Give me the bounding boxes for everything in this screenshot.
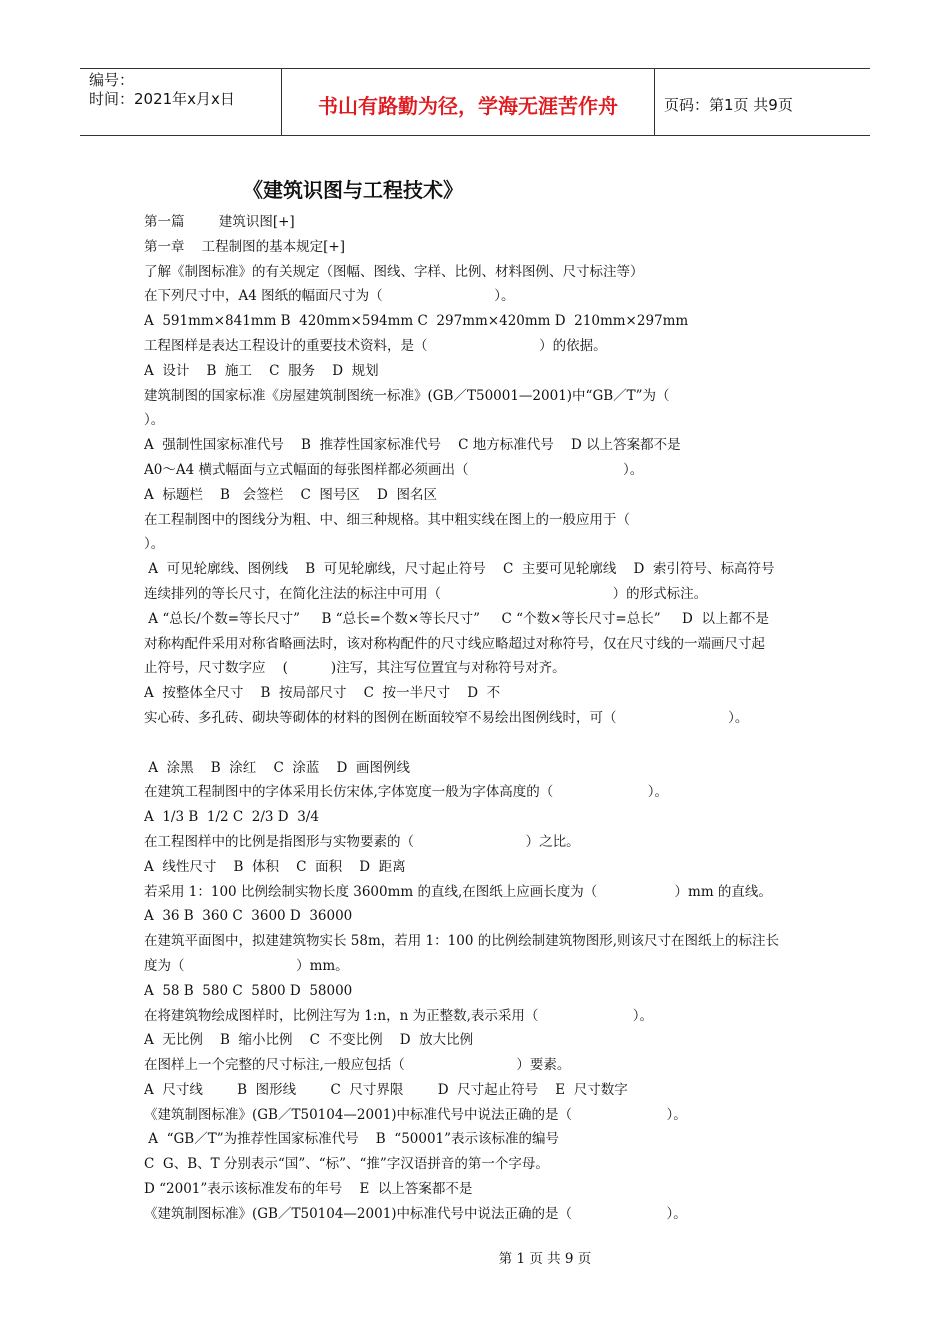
text-line: A 按整体全尺寸 B 按局部尺寸 C 按一半尺寸 D 不 — [144, 685, 501, 702]
text-line: 第一章 工程制图的基本规定[+] — [144, 238, 346, 255]
text-line: ）。 — [144, 536, 165, 553]
text-line: 对称构配件采用对称省略画法时，该对称构配件的尺寸线应略超过对称符号，仅在尺寸线的一端画尺寸起 — [144, 635, 765, 652]
header-divider-right — [654, 68, 655, 135]
header-time-label: 时间：2021年x月x日 — [89, 90, 235, 108]
text-line: D “2001”表示该标准发布的年号 E 以上答案都不是 — [144, 1181, 473, 1198]
text-line — [144, 731, 814, 756]
header-bottom-rule — [80, 135, 870, 136]
text-line: 《建筑制图标准》(GB／T50104—2001)中标准代号中说法正确的是（ ）。 — [144, 1106, 687, 1123]
text-line: A 36 B 360 C 3600 D 36000 — [144, 908, 353, 925]
text-line: ）。 — [144, 412, 165, 429]
text-line: 在下列尺寸中，A4 图纸的幅面尺寸为（ ）。 — [144, 288, 515, 305]
text-line: A 尺寸线 B 图形线 C 尺寸界限 D 尺寸起止符号 E 尺寸数字 — [144, 1081, 628, 1098]
text-line: C G、B、T 分别表示“国”、“标”、“推”字汉语拼音的第一个字母。 — [144, 1156, 549, 1173]
text-line: 若采用 1：100 比例绘制实物长度 3600mm 的直线,在图纸上应画长度为（ ）mm 的直线。 — [144, 883, 772, 900]
header-motto: 书山有路勤为径，学海无涯苦作舟 — [318, 94, 618, 118]
text-line: 了解《制图标准》的有关规定（图幅、图线、字样、比例、材料图例、尺寸标注等） — [144, 263, 644, 280]
header-top-rule — [80, 68, 870, 69]
text-line: 《建筑制图标准》(GB／T50104—2001)中标准代号中说法正确的是（ ）。 — [144, 1205, 687, 1222]
text-line: A 1/3 B 1/2 C 2/3 D 3/4 — [144, 809, 319, 826]
text-line: A “总长/个数=等长尺寸” B “总长=个数×等长尺寸” C “个数×等长尺寸=总长” D 以上都不是 — [144, 610, 769, 627]
text-line: A 强制性国家标准代号 B 推荐性国家标准代号 C 地方标准代号 D 以上答案都不是 — [144, 437, 681, 454]
text-line: 在工程制图中的图线分为粗、中、细三种规格。其中粗实线在图上的一般应用于（ — [144, 511, 630, 528]
text-line: 第一篇 建筑识图[+] — [144, 214, 295, 230]
text-line: A 58 B 580 C 5800 D 58000 — [144, 982, 353, 999]
text-line: 在建筑平面图中，拟建建筑物实长 58m，若用 1：100 的比例绘制建筑物图形,则该尺寸在图纸上的标注长 — [144, 933, 779, 950]
text-line: 度为（ ）mm。 — [144, 957, 349, 974]
text-line: A 标题栏 B 会签栏 C 图号区 D 图名区 — [144, 486, 437, 503]
document-title: 《建筑识图与工程技术》 — [243, 178, 463, 202]
header-number-label: 编号： — [89, 71, 135, 89]
document-body — [144, 210, 814, 1227]
text-line: A 涂黑 B 涂红 C 涂蓝 D 画图例线 — [144, 759, 410, 776]
text-line: 连续排列的等长尺寸，在简化注法的标注中可用（ ）的形式标注。 — [144, 585, 708, 602]
text-line: A0～A4 横式幅面与立式幅面的每张图样都必须画出（ ）。 — [144, 461, 644, 478]
text-line: 工程图样是表达工程设计的重要技术资料，是（ ）的依据。 — [144, 337, 607, 354]
text-line: A “GB／T”为推荐性国家标准代号 B “50001”表示该标准的编号 — [144, 1131, 560, 1148]
text-line: 在工程图样中的比例是指图形与实物要素的（ ）之比。 — [144, 833, 580, 850]
text-line: A 线性尺寸 B 体积 C 面积 D 距离 — [144, 858, 406, 875]
page-footer: 第 1 页 共 9 页 — [498, 1251, 592, 1267]
text-line: A 无比例 B 缩小比例 C 不变比例 D 放大比例 — [144, 1032, 474, 1049]
header-meta — [89, 71, 235, 109]
text-line: 建筑制图的国家标准《房屋建筑制图统一标准》(GB／T50001—2001)中“GB／T”为（ — [144, 387, 670, 404]
text-line: A 591mm×841mm B 420mm×594mm C 297mm×420mm D 210mm×297mm — [144, 313, 689, 330]
header-page-label: 页码：第1页 共9页 — [664, 96, 793, 114]
text-line: A 设计 B 施工 C 服务 D 规划 — [144, 362, 379, 379]
text-line: 在将建筑物绘成图样时，比例注写为 1:n，n 为正整数,表示采用（ ）。 — [144, 1007, 654, 1024]
text-line: 实心砖、多孔砖、砌块等砌体的材料的图例在断面较窄不易绘出图例线时，可（ ）。 — [144, 709, 749, 726]
text-line: 在图样上一个完整的尺寸标注,一般应包括（ ）要素。 — [144, 1057, 571, 1074]
text-line: 在建筑工程制图中的字体采用长仿宋体,字体宽度一般为字体高度的（ ）。 — [144, 784, 668, 801]
text-line: A 可见轮廓线、图例线 B 可见轮廓线，尺寸起止符号 C 主要可见轮廓线 D 索引符号、标高符号 — [144, 561, 775, 578]
text-line: 止符号，尺寸数字应 ( )注写，其注写位置宜与对称符号对齐。 — [144, 660, 566, 677]
